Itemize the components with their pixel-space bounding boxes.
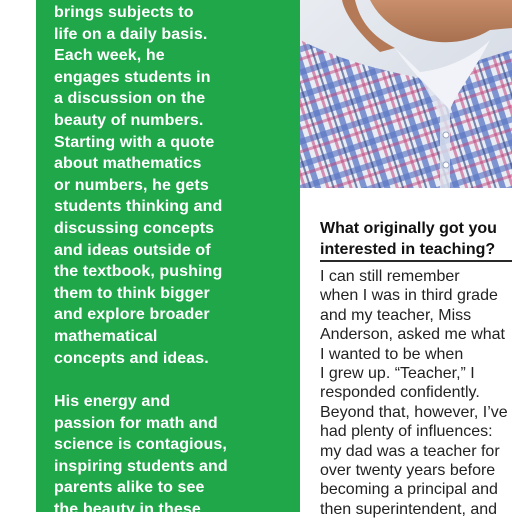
question-line: interested in teaching? bbox=[320, 241, 496, 258]
interview-answer bbox=[320, 267, 512, 519]
profile-body-text bbox=[54, 2, 274, 521]
answer-line: and my teacher, Miss bbox=[320, 306, 472, 324]
paragraph1-line: Starting with a quote bbox=[54, 133, 215, 151]
paragraph1-line: discussing concepts bbox=[54, 219, 215, 237]
answer-line: my dad was a teacher for bbox=[320, 442, 500, 460]
paragraph1-line: or numbers, he gets bbox=[54, 176, 209, 194]
teacher-photo bbox=[300, 0, 512, 188]
answer-line: becoming a principal and bbox=[320, 481, 498, 499]
answer-line: had plenty of influences: bbox=[320, 423, 493, 441]
answer-line: when I was in third grade bbox=[320, 287, 498, 305]
paragraph1-line: concepts and ideas. bbox=[54, 349, 209, 367]
paragraph1-line: Each week, he bbox=[54, 47, 165, 65]
answer-line: I grew up. “Teacher,” I bbox=[320, 365, 475, 383]
paragraph1-line: them to think bigger bbox=[54, 284, 210, 302]
paragraph2-line: science is contagious, bbox=[54, 436, 227, 454]
paragraph1-line: and ideas outside of bbox=[54, 241, 211, 259]
paragraph1-line: life on a daily basis. bbox=[54, 25, 208, 43]
paragraph1-line: engages students in bbox=[54, 68, 211, 86]
paragraph2-line: passion for math and bbox=[54, 414, 218, 432]
paragraph1-line: mathematical bbox=[54, 327, 158, 345]
paragraph-gap bbox=[54, 369, 274, 391]
paragraph1-line: about mathematics bbox=[54, 155, 202, 173]
paragraph1-line: a discussion on the bbox=[54, 90, 206, 108]
answer-line: Beyond that, however, I’ve bbox=[320, 403, 508, 421]
divider bbox=[320, 260, 512, 262]
paragraph2-line: inspiring students and bbox=[54, 457, 228, 475]
paragraph2-line: parents alike to see bbox=[54, 479, 205, 497]
paragraph1-line: and explore broader bbox=[54, 306, 210, 324]
answer-line: I wanted to be when bbox=[320, 345, 464, 363]
answer-line: I can still remember bbox=[320, 268, 460, 285]
question-line: What originally got you bbox=[320, 220, 497, 237]
answer-line: over twenty years before bbox=[320, 462, 496, 480]
answer-line: Anderson, asked me what bbox=[320, 326, 505, 344]
paragraph1-line: beauty of numbers. bbox=[54, 111, 204, 129]
paragraph2-line: the beauty in these bbox=[54, 501, 201, 519]
paragraph1-line: the textbook, pushing bbox=[54, 263, 223, 281]
paragraph1-line: students thinking and bbox=[54, 198, 223, 216]
answer-line: then superintendent, and bbox=[320, 500, 498, 518]
paragraph1-line: brings subjects to bbox=[54, 4, 194, 21]
answer-line: responded confidently. bbox=[320, 384, 480, 402]
paragraph2-line: His energy and bbox=[54, 393, 171, 411]
interview-question bbox=[320, 218, 512, 260]
